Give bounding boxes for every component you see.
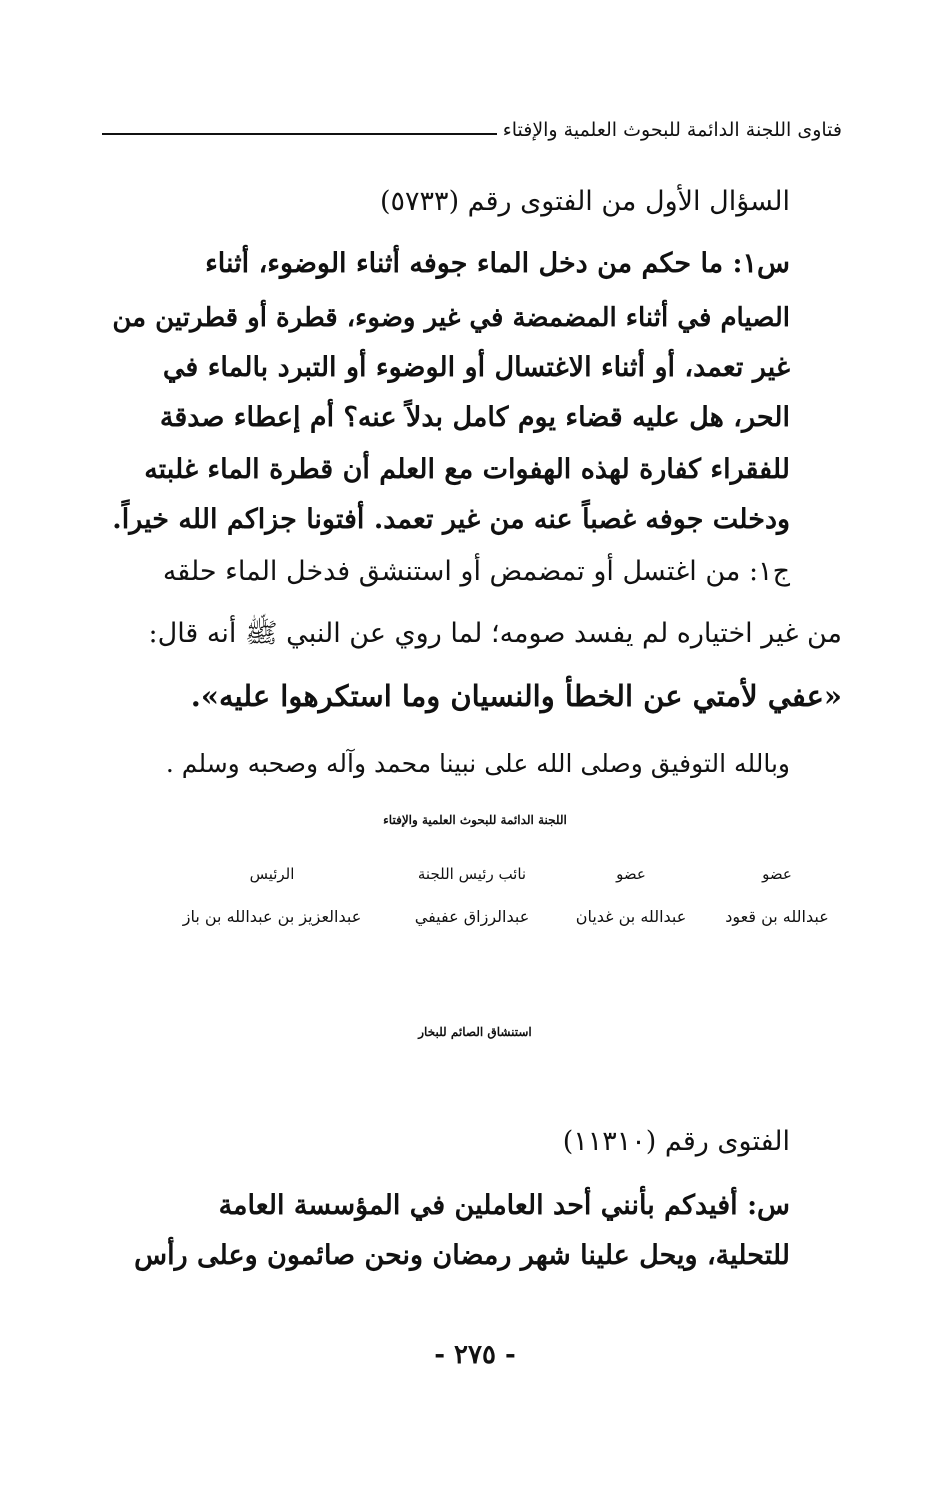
header-rule	[102, 133, 497, 135]
signature-member	[712, 862, 842, 932]
running-header-title: فتاوى اللجنة الدائمة للبحوث العلمية والإفتاء	[502, 119, 842, 141]
signature-name: عبدالله بن غديان	[575, 907, 687, 926]
committee-title: اللجنة الدائمة للبحوث العلمية والإفتاء	[383, 813, 567, 827]
question-line: س١: ما حكم من دخل الماء جوفه أثناء الوضوء، أثناء	[205, 248, 790, 279]
answer-line: من غير اختياره لم يفسد صومه؛ لما روي عن النبي ﷺ أنه قال:	[148, 618, 842, 649]
question-line: س: أفيدكم بأنني أحد العاملين في المؤسسة العامة	[218, 1190, 790, 1221]
signature-role: الرئيس	[249, 865, 295, 883]
question-line: الحر، هل عليه قضاء يوم كامل بدلاً عنه؟ أم إعطاء صدقة	[159, 402, 790, 433]
signature-role: عضو	[616, 865, 646, 883]
question-line: للتحلية، ويحل علينا شهر رمضان ونحن صائمون وعلى رأس	[134, 1240, 790, 1271]
signature-role: نائب رئيس اللجنة	[417, 865, 527, 883]
signature-name: عبدالله بن قعود	[725, 907, 829, 926]
section-heading: استنشاق الصائم للبخار	[418, 1025, 532, 1039]
running-header	[102, 112, 842, 148]
page-number: - ٢٧٥ -	[434, 1340, 516, 1370]
signature-member	[152, 862, 392, 932]
fatwa-intro: الفتوى رقم (١١٣١٠)	[562, 1126, 790, 1157]
answer-line: ج١: من اغتسل أو تمضمض أو استنشق فدخل الماء حلقه	[162, 556, 790, 587]
fatwa-intro: السؤال الأول من الفتوى رقم (٥٧٣٣)	[380, 186, 790, 217]
question-line: الصيام في أثناء المضمضة في غير وضوء، قطرة أو قطرتين من	[112, 303, 790, 333]
signature-role: عضو	[762, 865, 792, 883]
question-line: ودخلت جوفه غصباً عنه من غير تعمد. أفتونا جزاكم الله خيراً.	[112, 504, 790, 535]
question-line: للفقراء كفارة لهذه الهفوات مع العلم أن قطرة الماء غلبته	[144, 454, 790, 485]
question-line: غير تعمد، أو أثناء الاغتسال أو الوضوء أو التبرد بالماء في	[162, 352, 790, 383]
signature-member	[556, 862, 706, 932]
signature-table	[152, 862, 842, 932]
signature-member	[392, 862, 552, 932]
signature-name: عبدالرزاق عفيفي	[414, 907, 530, 926]
signature-name: عبدالعزيز بن عبدالله بن باز	[182, 907, 362, 926]
hadith-quote: «عفي لأمتي عن الخطأ والنسيان وما استكرهوا عليه».	[190, 679, 842, 713]
closing-prayer: وبالله التوفيق وصلى الله على نبينا محمد وآله وصحبه وسلم .	[165, 749, 790, 778]
